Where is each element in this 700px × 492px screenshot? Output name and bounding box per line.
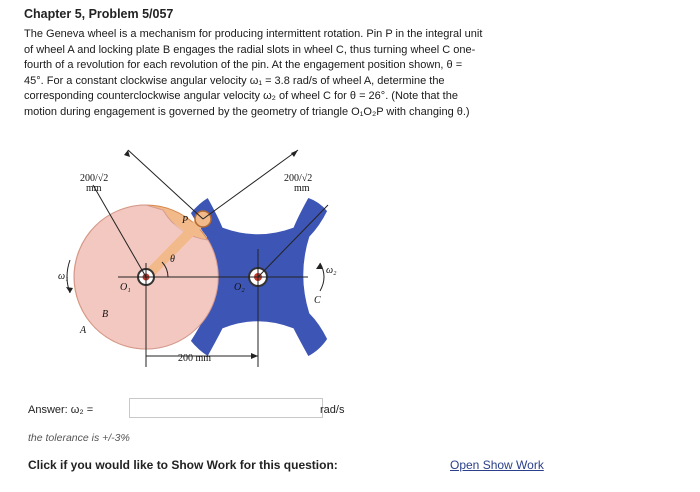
- problem-line: fourth of a revolution for each revolution of the pin. At the engagement position shown, θ =: [24, 59, 463, 72]
- label-omega2: ω₂: [326, 265, 337, 276]
- dim-right-unit: mm: [294, 183, 310, 194]
- label-c: C: [314, 295, 321, 306]
- answer-input[interactable]: [129, 398, 323, 418]
- label-p: P: [182, 215, 189, 226]
- dim-left-unit: mm: [86, 183, 102, 194]
- label-b: B: [102, 309, 109, 320]
- label-theta: θ: [170, 254, 175, 265]
- label-o2: O₂: [234, 282, 245, 293]
- label-o1: O₁: [120, 282, 131, 293]
- answer-unit: rad/s: [320, 404, 345, 416]
- answer-row: [28, 398, 428, 420]
- problem-line: corresponding counterclockwise angular velocity ω₂ of wheel C for θ = 26°. (Note that the: [24, 90, 458, 103]
- problem-line: The Geneva wheel is a mechanism for producing intermittent rotation. Pin P in the integral unit: [24, 28, 483, 40]
- show-work-row: [28, 458, 544, 472]
- show-work-question: Click if you would like to Show Work for this question:: [28, 458, 338, 472]
- dim-bottom-value: 200 mm: [178, 353, 212, 364]
- chapter-title: Chapter 5, Problem 5/057: [24, 7, 174, 21]
- dim-left-value: 200/√2: [80, 173, 109, 184]
- label-a: A: [80, 325, 87, 336]
- problem-line: 45°. For a constant clockwise angular velocity ω₁ = 3.8 rad/s of wheel A, determine the: [24, 74, 445, 87]
- problem-statement: [24, 27, 674, 121]
- geneva-wheel-figure: [58, 145, 358, 377]
- problem-line: motion during engagement is governed by the geometry of triangle O₁O₂P with changing θ.): [24, 105, 470, 118]
- open-show-work-link[interactable]: Open Show Work: [450, 458, 544, 472]
- answer-label: Answer: ω₂ =: [28, 404, 94, 416]
- label-omega1: ω₁: [58, 271, 69, 282]
- problem-line: of wheel A and locking plate B engages the radial slots in wheel C, thus turning wheel C one-: [24, 43, 476, 56]
- tolerance-note: the tolerance is +/-3%: [28, 432, 130, 444]
- dim-right-value: 200/√2: [284, 173, 313, 184]
